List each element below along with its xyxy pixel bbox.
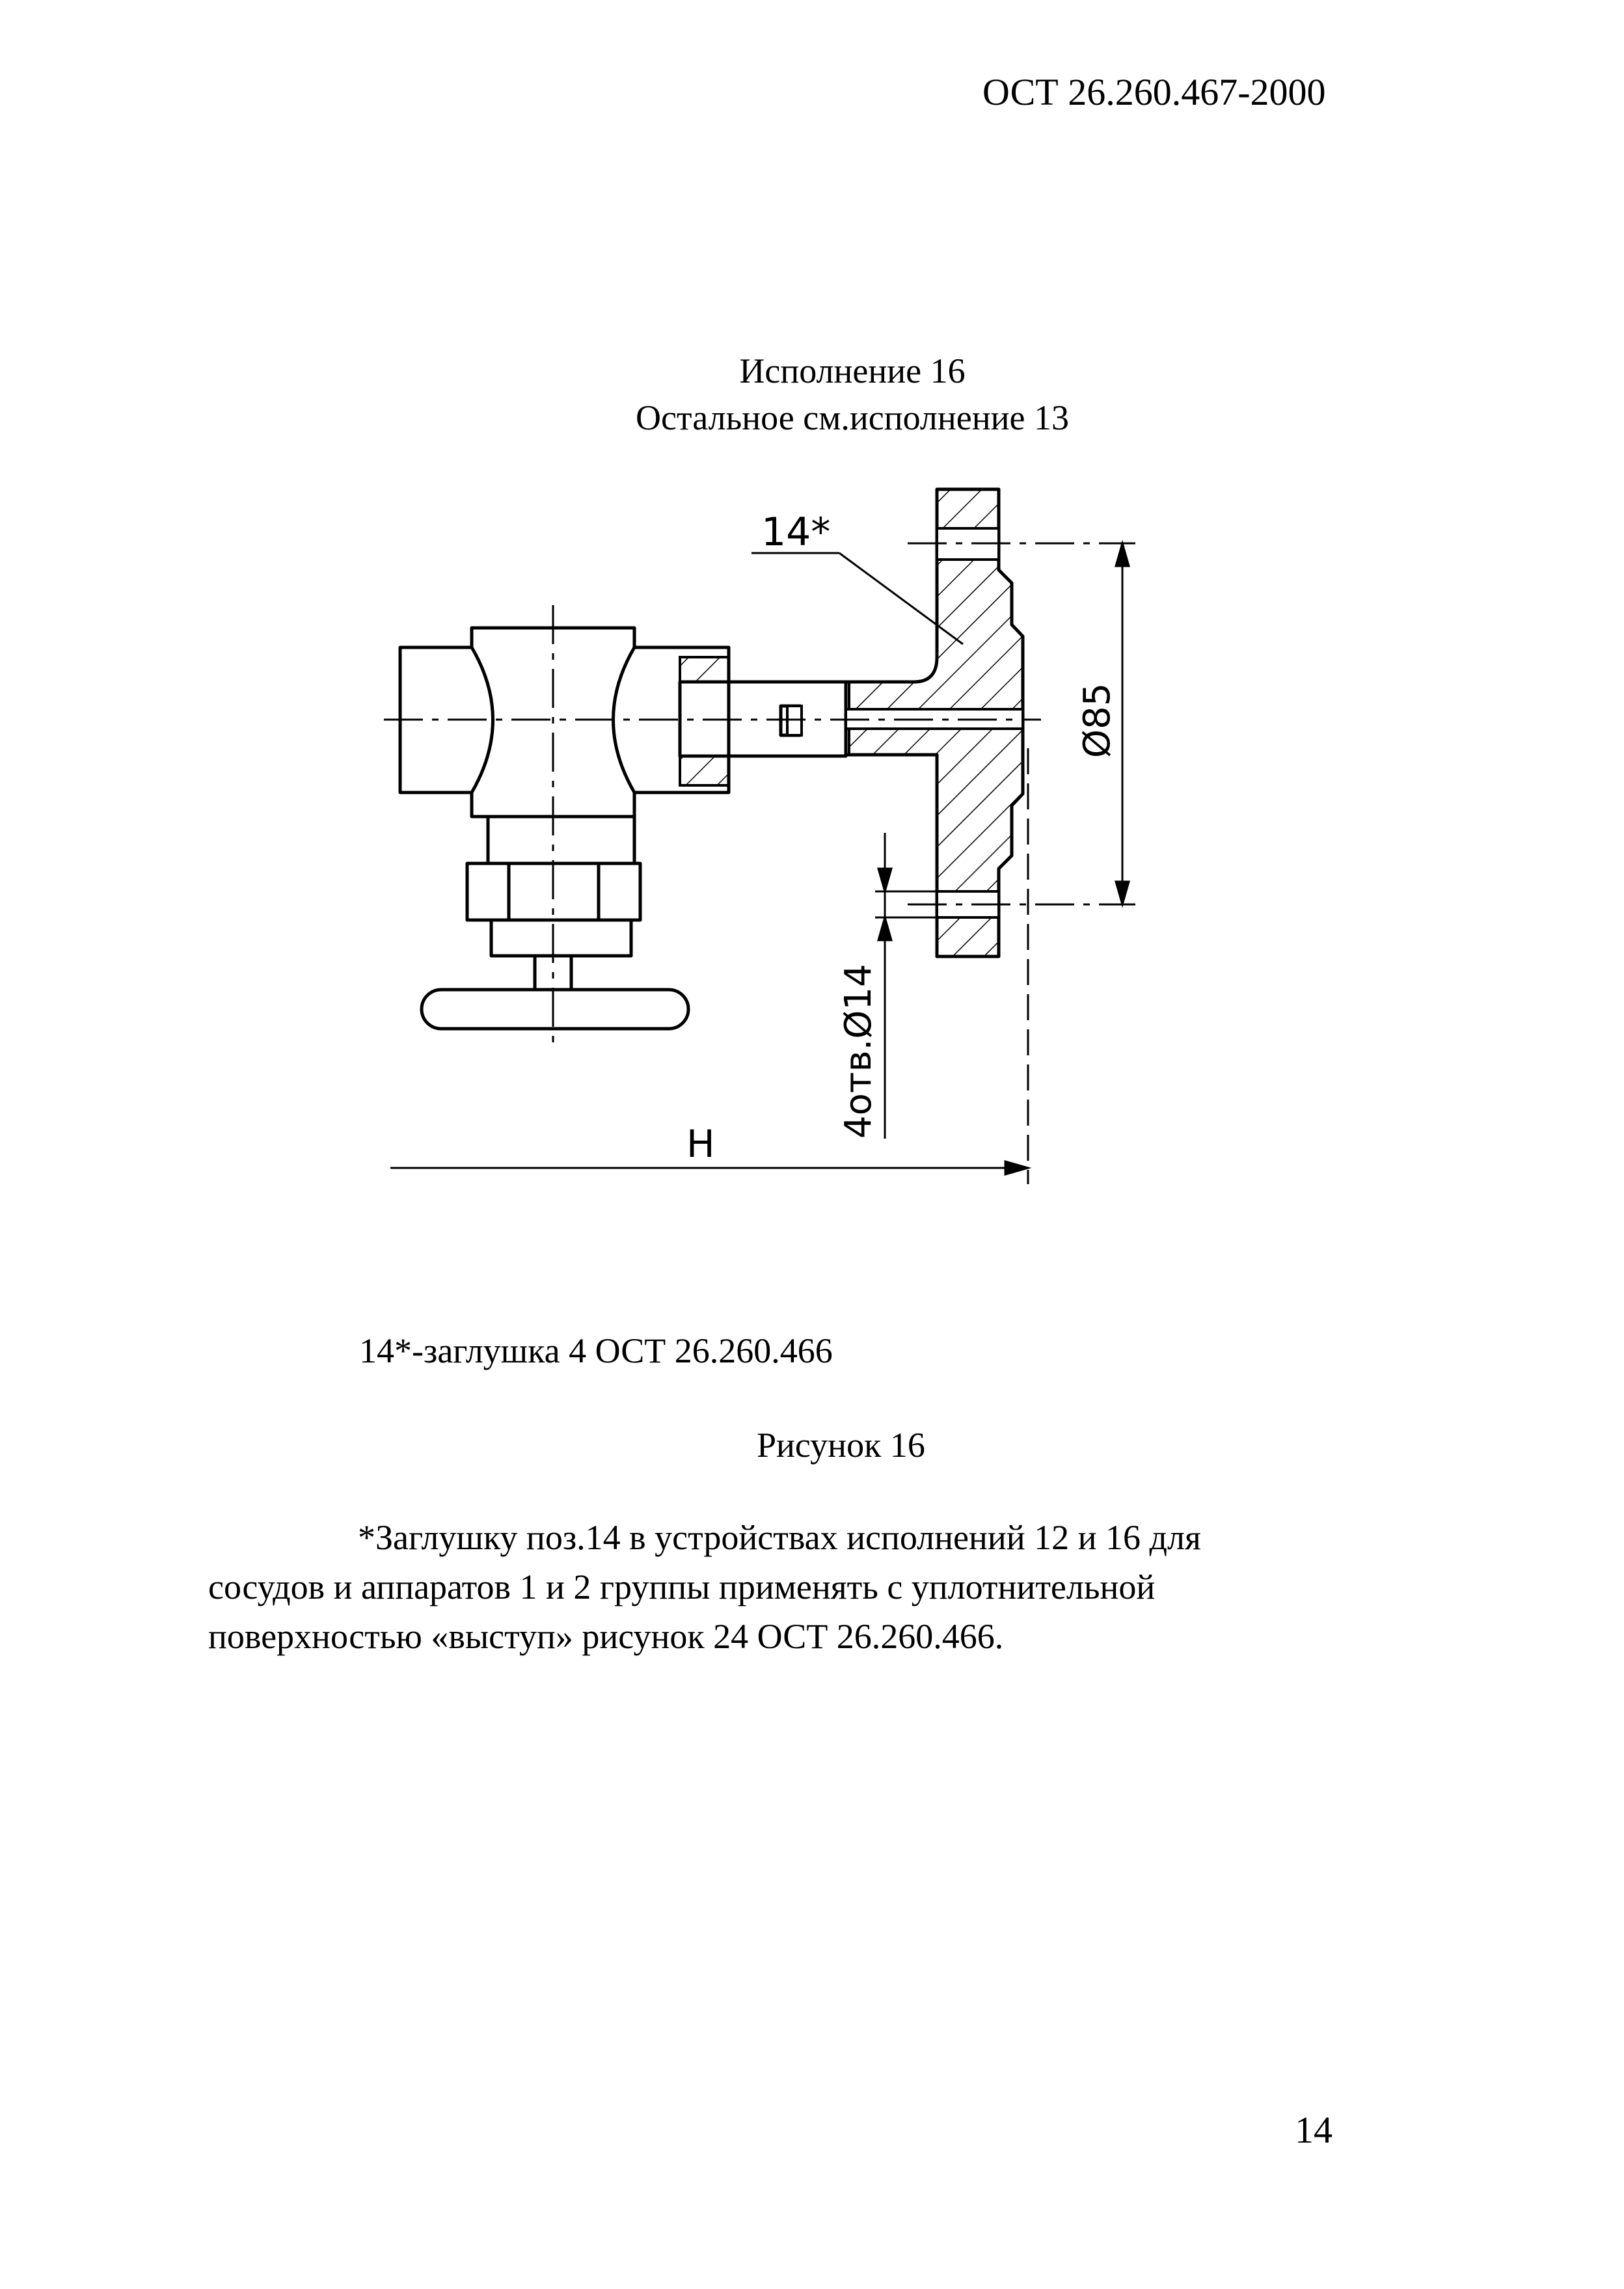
hatch-flange-lower [849,729,1023,891]
hatch-flange-bottom [937,917,999,956]
note-line-1: *Заглушку поз.14 в устройствах исполнений 12 и 16 для [358,1518,1201,1557]
valve-stem-neck [488,817,634,863]
hatch-flange-top [937,489,999,528]
length-label-H: Н [686,1122,715,1166]
holes-diameter-label: 4отв.Ø14 [837,964,880,1139]
figure-subtitle: Остальное см.исполнение 13 [635,398,1070,437]
hatch-body-upper [680,657,729,682]
note-line-2: сосудов и аппаратов 1 и 2 группы применять с уплотнительной [208,1567,1156,1606]
note-paragraph [208,1513,1201,1661]
page-number: 14 [1295,2109,1333,2151]
hatch-flange-upper [849,560,1023,709]
diameter-85-label: Ø85 [1076,683,1118,758]
figure-caption: Рисунок 16 [757,1426,925,1465]
document-code: ОСТ 26.260.467-2000 [982,71,1326,113]
note-line-3: поверхностью «выступ» рисунок 24 ОСТ 26.260.466. [208,1617,1004,1656]
hatch-body-lower [680,756,729,785]
figure-title: Исполнение 16 [739,351,966,390]
gland [491,920,631,956]
position-label-14: 14* [761,509,831,555]
footnote: 14*-заглушка 4 ОСТ 26.260.466 [359,1331,833,1370]
handwheel [422,990,688,1029]
